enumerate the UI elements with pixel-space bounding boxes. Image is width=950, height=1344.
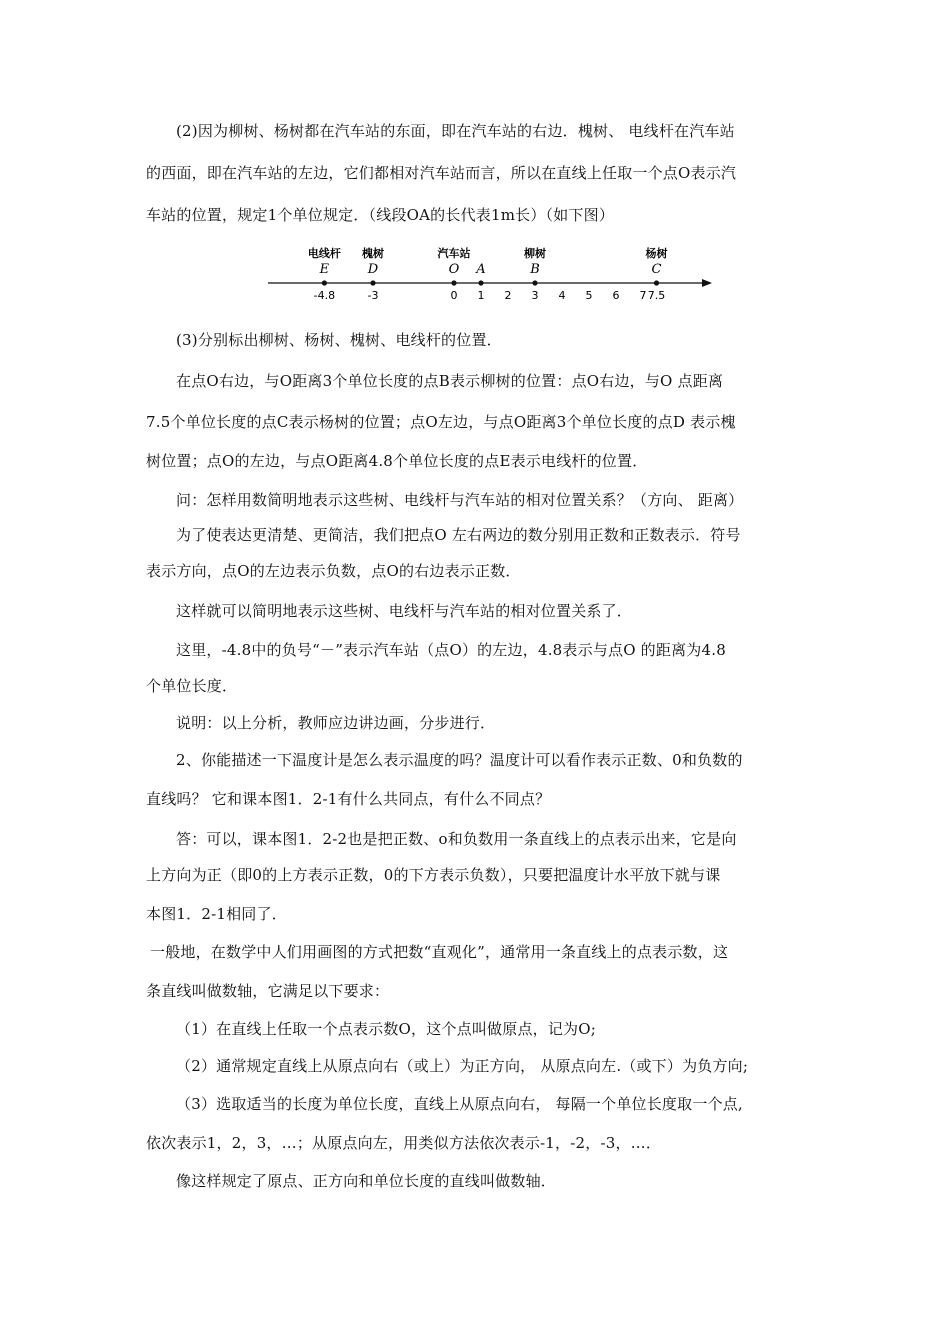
point-dot-C <box>654 280 659 285</box>
para-line-20: 一般地，在数学中人们用画图的方式把数“直观化”，通常用一条直线上的点表示数，这 <box>150 943 729 961</box>
point-dot-B <box>532 280 537 285</box>
tick-label-4: 4 <box>558 289 566 301</box>
para-line-4: (3)分别标出柳树、杨树、槐树、电线杆的位置． <box>176 331 502 349</box>
tick-label-D: -3 <box>367 289 379 301</box>
para-line-10: 表示方向，点O的左边表示负数，点O的右边表示正数． <box>146 562 521 580</box>
para-line-6: 7.5个单位长度的点C表示杨树的位置；点O左边，与点O距离3个单位长度的点D 表示槐 <box>146 413 736 431</box>
point-name-B: 柳树 <box>524 247 546 260</box>
para-line-7: 树位置；点O的左边，与点O距离4.8个单位长度的点E表示电线杆的位置． <box>146 452 648 470</box>
point-letter-C: C <box>651 262 662 277</box>
point-letter-O: O <box>448 262 460 277</box>
para-line-8: 问：怎样用数简明地表示这些树、电线杆与汽车站的相对位置关系？（方向、 距离） <box>176 491 744 509</box>
point-name-E: 电线杆 <box>307 247 341 260</box>
tick-label-O: 0 <box>450 289 458 301</box>
point-name-D: 槐树 <box>362 247 384 260</box>
tick-label-E: -4.8 <box>313 289 336 301</box>
para-line-19: 本图1．2-1相同了． <box>146 905 287 923</box>
point-letter-B: B <box>530 262 540 277</box>
point-name-C: 杨树 <box>645 247 668 260</box>
para-line-17: 答：可以，课本图1．2-2也是把正数、o和负数用一条直线上的点表示出来，它是向 <box>176 830 737 848</box>
point-dot-D <box>370 280 375 285</box>
point-letter-E: E <box>319 262 330 277</box>
tick-label-7: 7 <box>639 289 647 301</box>
list-item-3: （3）选取适当的长度为单位长度，直线上从原点向右， 每隔一个单位长度取一个点, <box>176 1095 743 1113</box>
para-line-last: 像这样规定了原点、正方向和单位长度的直线叫做数轴． <box>176 1172 557 1190</box>
point-letter-A: A <box>476 262 486 277</box>
para-line-21: 条直线叫做数轴，它满足以下要求： <box>146 982 390 1000</box>
point-dot-E <box>322 280 327 285</box>
tick-label-2: 2 <box>504 289 512 301</box>
para-line-9: 为了使表达更清楚、更简洁，我们把点O 左右两边的数分别用正数和正数表示．符号 <box>176 526 741 544</box>
number-line-figure <box>262 243 722 301</box>
para-line-2: 的西面，即在汽车站的左边，它们都相对汽车站而言，所以在直线上任取一个点O表示汽 <box>146 164 737 182</box>
para-line-3: 车站的位置，规定1个单位规定．（线段OA的长代表1m长）（如下图） <box>146 206 615 224</box>
point-dot-O <box>451 280 456 285</box>
tick-label-6: 6 <box>612 289 620 301</box>
para-line-16: 直线吗？ 它和课本图1．2-1有什么共同点，有什么不同点？ <box>146 790 551 808</box>
para-line-13: 个单位长度． <box>146 677 238 695</box>
tick-label-C: 7.5 <box>647 289 666 301</box>
tick-label-5: 5 <box>585 289 593 301</box>
para-line-15: 2、你能描述一下温度计是怎么表示温度的吗？温度计可以看作表示正数、0和负数的 <box>176 751 743 769</box>
tick-label-A: 1 <box>477 289 485 301</box>
list-item-3-cont: 依次表示1，2，3，…；从原点向左，用类似方法依次表示-1，-2，-3，…． <box>146 1134 662 1152</box>
point-letter-D: D <box>367 262 379 277</box>
tick-label-B: 3 <box>531 289 539 301</box>
para-line-18: 上方向为正（即0的上方表示正数，0的下方表示负数），只要把温度计水平放下就与课 <box>146 866 721 884</box>
para-line-11: 这样就可以简明地表示这些树、电线杆与汽车站的相对位置关系了． <box>176 602 633 620</box>
list-item-1: （1）在直线上任取一个点表示数O，这个点叫做原点，记为O; <box>176 1020 596 1038</box>
para-line-14: 说明：以上分析，教师应边讲边画，分步进行． <box>176 714 496 732</box>
para-line-5: 在点O右边，与O距离3个单位长度的点B表示柳树的位置：点O右边，与O 点距离 <box>176 372 724 390</box>
point-dot-A <box>478 280 483 285</box>
para-line-1: (2)因为柳树、杨树都在汽车站的东面，即在汽车站的右边．槐树、 电线杆在汽车站 <box>176 122 735 140</box>
point-name-O: 汽车站 <box>437 247 471 260</box>
axis-arrow-icon <box>702 279 712 287</box>
list-item-2: （2）通常规定直线上从原点向右（或上）为正方向， 从原点向左.（或下）为负方向; <box>176 1057 749 1075</box>
para-line-12: 这里，-4.8中的负号“－”表示汽车站（点O）的左边，4.8表示与点O 的距离为4.8 <box>176 641 726 659</box>
